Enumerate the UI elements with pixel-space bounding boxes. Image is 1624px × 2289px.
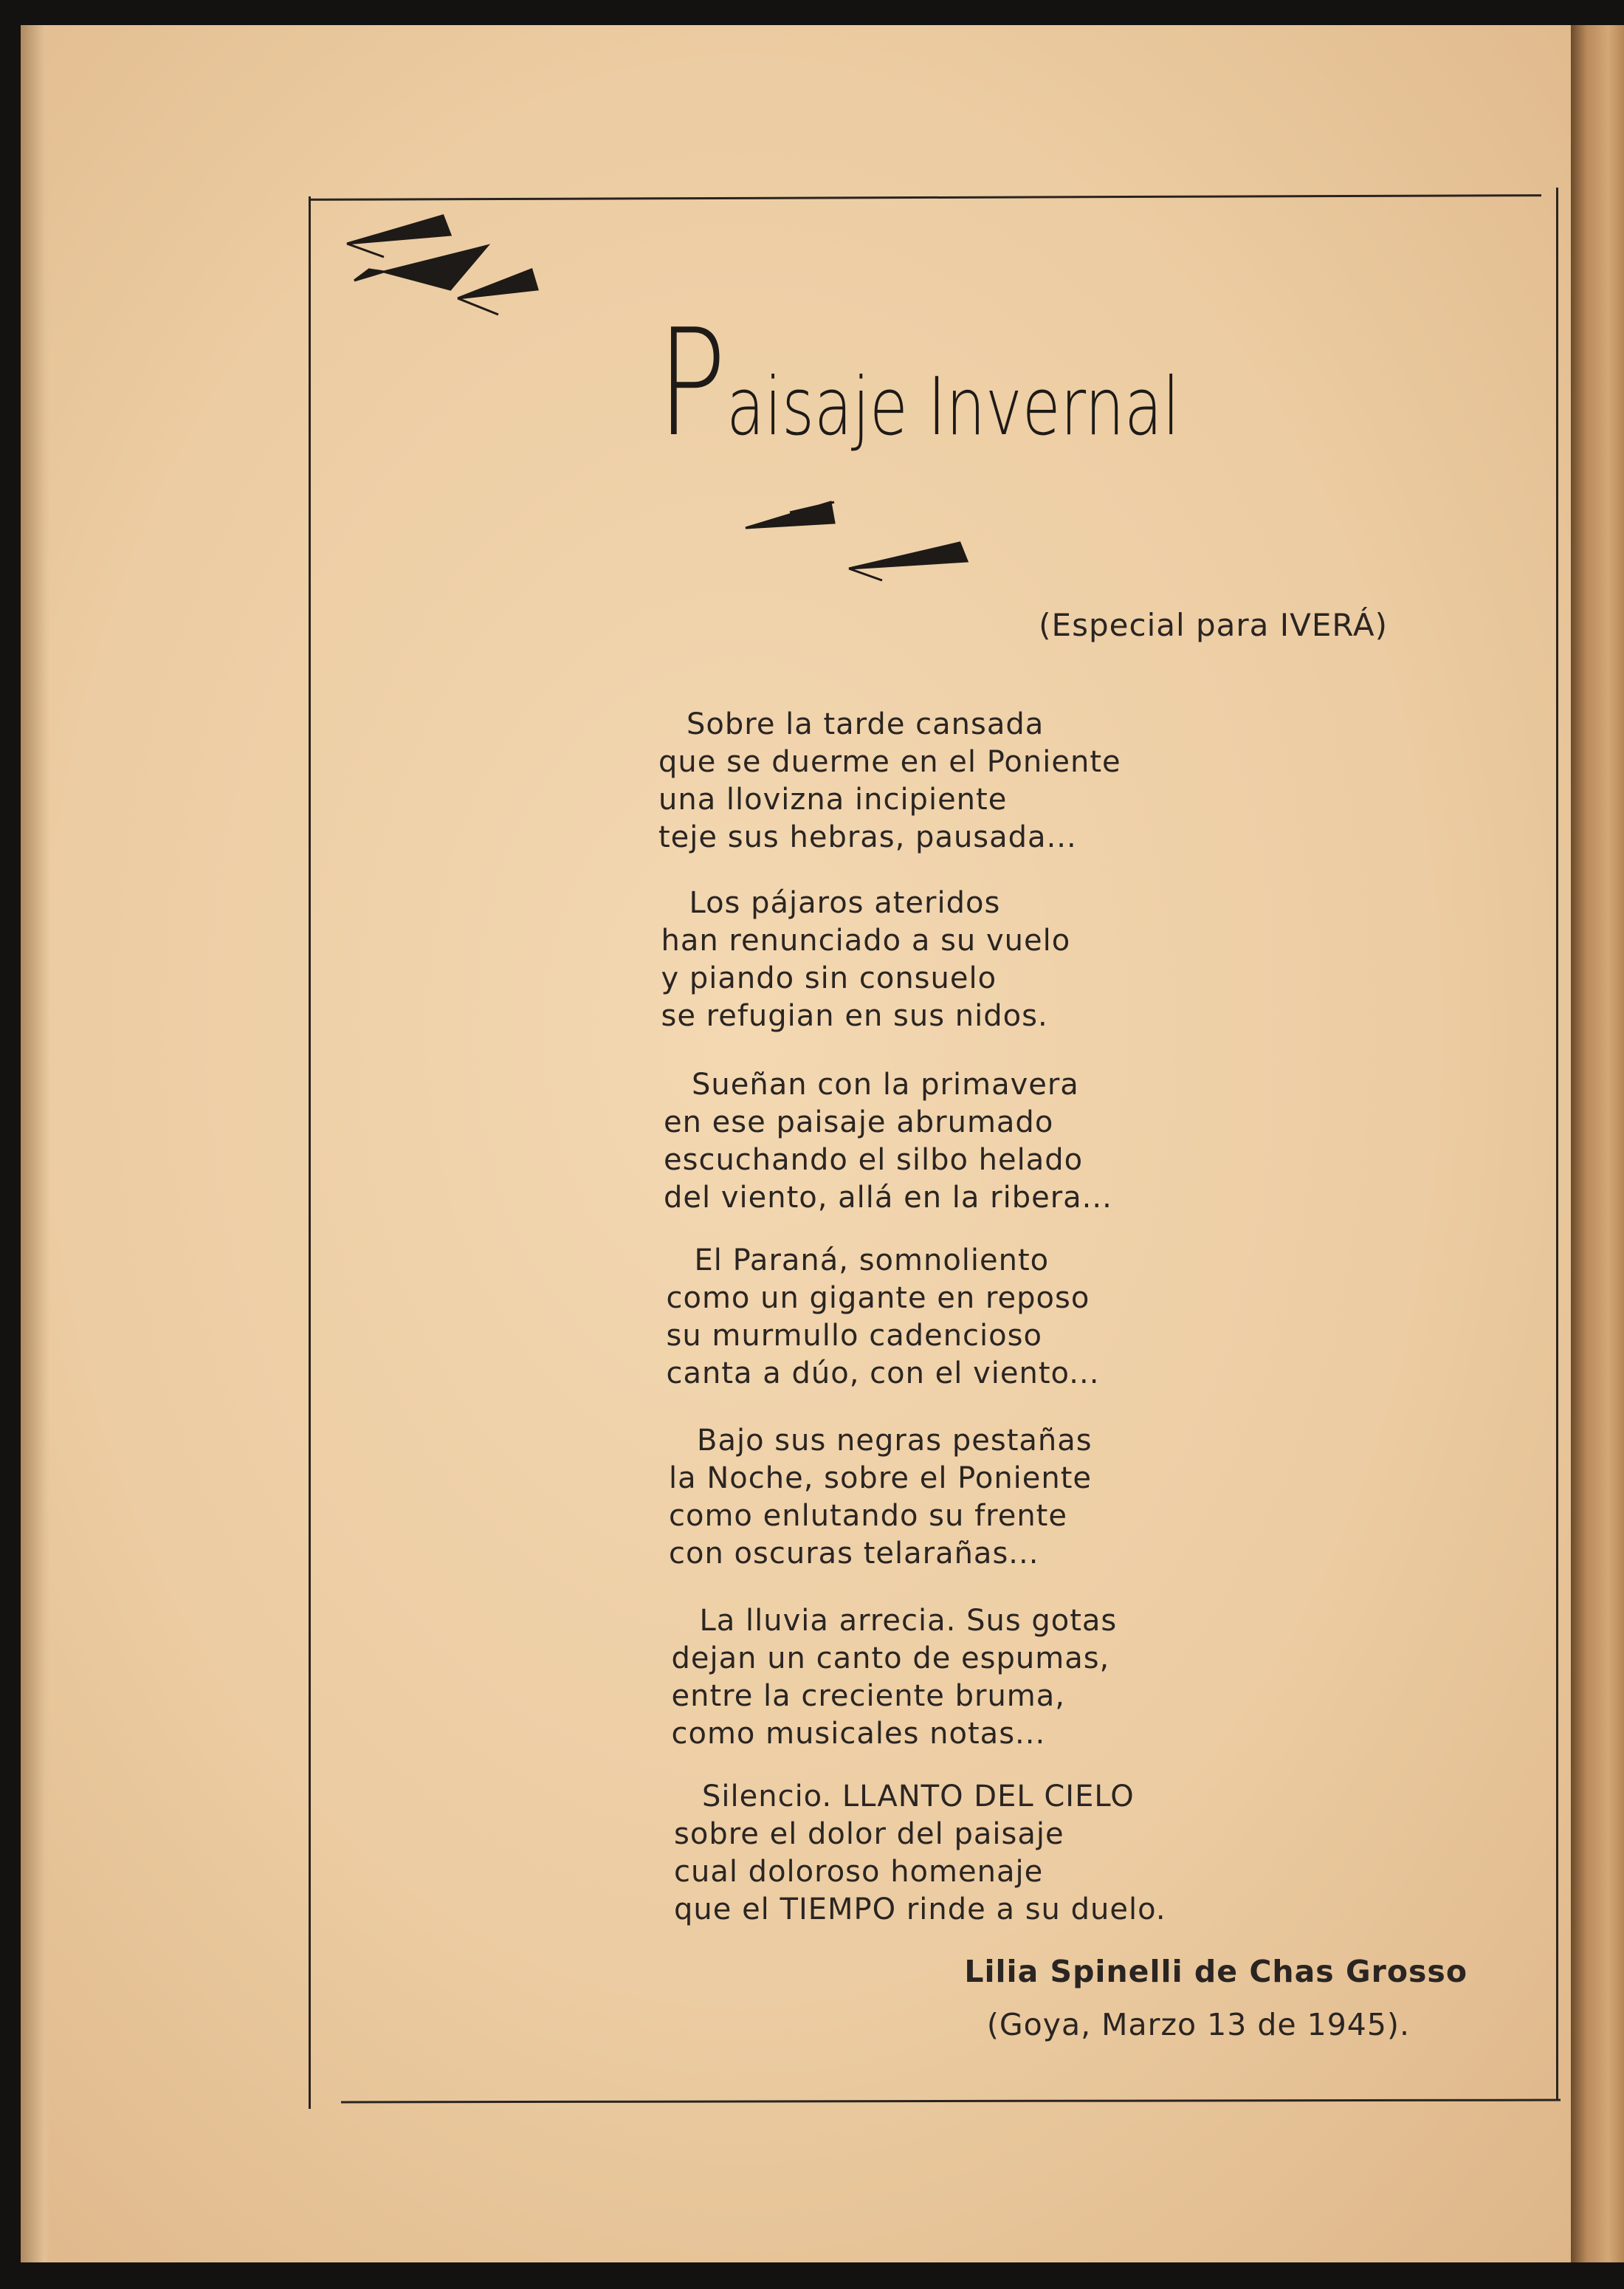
chevron-icon xyxy=(347,244,384,257)
poem-line: sobre el dolor del paisaje xyxy=(674,1817,1064,1851)
poem-line: escuchando el silbo helado xyxy=(664,1143,1084,1177)
chevron-icon xyxy=(347,216,450,244)
author-signature: Lilia Spinelli de Chas Grosso xyxy=(964,1954,1468,1989)
chevron-icon xyxy=(849,543,967,580)
poem-line: como un gigante en reposo xyxy=(666,1281,1090,1315)
poem-line: Silencio. LLANTO DEL CIELO xyxy=(702,1780,1135,1813)
poem-subtitle: (Especial para IVERÁ) xyxy=(1039,607,1388,643)
poem-line: Los pájaros ateridos xyxy=(689,886,1001,920)
chevron-icon xyxy=(746,502,834,528)
poem-line: Sobre la tarde cansada xyxy=(687,707,1045,741)
poem-line: una llovizna incipiente xyxy=(658,783,1008,817)
poem-line: su murmullo cadencioso xyxy=(666,1319,1042,1353)
poem-line: han renunciado a su vuelo xyxy=(661,924,1071,958)
poem-line: con oscuras telarañas... xyxy=(669,1537,1039,1571)
title-initial: P xyxy=(657,298,727,470)
poem-line: en ese paisaje abrumado xyxy=(664,1105,1054,1139)
poem-line: que el TIEMPO rinde a su duelo. xyxy=(674,1892,1166,1926)
poem-line: canta a dúo, con el viento... xyxy=(666,1356,1100,1390)
poem-line: se refugian en sus nidos. xyxy=(661,999,1048,1033)
poem-line: la Noche, sobre el Poniente xyxy=(669,1461,1093,1495)
poem-line: entre la creciente bruma, xyxy=(671,1679,1065,1713)
poem-line: Bajo sus negras pestañas xyxy=(697,1424,1093,1458)
chevron-icon xyxy=(458,270,537,315)
poem-line: y piando sin consuelo xyxy=(661,961,997,995)
title-rest: aisaje Invernal xyxy=(726,361,1180,453)
poem-line: cual doloroso homenaje xyxy=(674,1855,1044,1889)
poem-line: como musicales notas... xyxy=(671,1717,1046,1751)
poem-line: que se duerme en el Poniente xyxy=(658,745,1121,779)
poem-line: La lluvia arrecia. Sus gotas xyxy=(699,1604,1118,1638)
poem-line: del viento, allá en la ribera... xyxy=(664,1181,1112,1215)
poem-title xyxy=(657,298,1180,481)
poem-line: como enlutando su frente xyxy=(669,1499,1067,1533)
poem-line: teje sus hebras, pausada... xyxy=(658,820,1077,854)
poem-line: El Paraná, somnoliento xyxy=(694,1243,1050,1277)
poem-line: Sueñan con la primavera xyxy=(692,1068,1079,1102)
poem-dateline: (Goya, Marzo 13 de 1945). xyxy=(986,2007,1410,2042)
poem-line: dejan un canto de espumas, xyxy=(671,1641,1110,1675)
